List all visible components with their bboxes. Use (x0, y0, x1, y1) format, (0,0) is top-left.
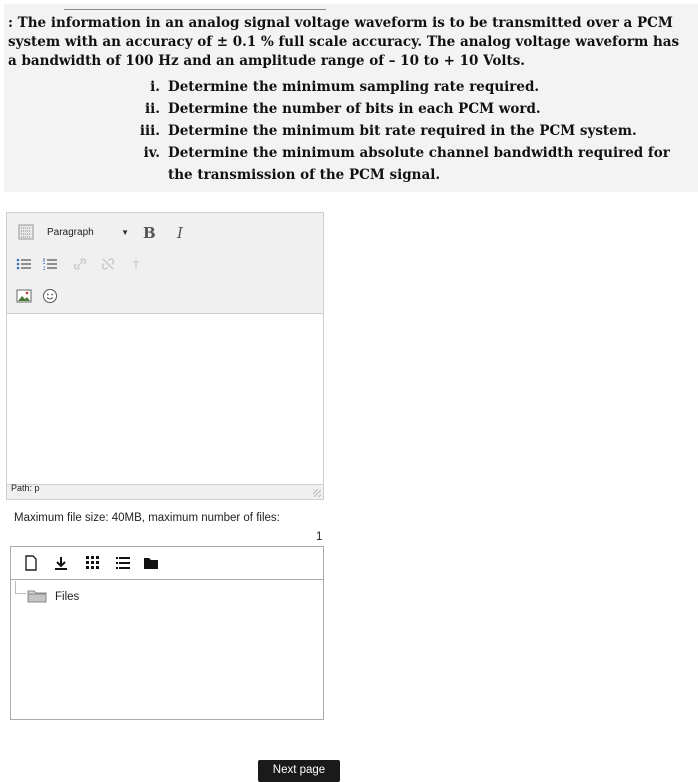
resize-handle-icon[interactable] (313, 489, 321, 497)
item-text: Determine the minimum absolute channel bandwidth required for (168, 145, 670, 161)
item-number: i. (150, 79, 160, 95)
max-file-count: 1 (316, 531, 323, 543)
grid-view-icon[interactable] (85, 555, 101, 571)
max-file-info: Maximum file size: 40MB, maximum number of files: (14, 512, 280, 524)
anchor-icon[interactable] (127, 255, 145, 273)
question-item (130, 98, 541, 120)
answer-text-area[interactable] (7, 313, 323, 485)
question-item (130, 142, 670, 186)
chevron-down-icon: ▼ (121, 228, 129, 237)
question-item (130, 76, 539, 98)
unlink-icon[interactable] (99, 255, 117, 273)
paragraph-format-select[interactable] (47, 223, 131, 243)
list-view-icon[interactable] (115, 555, 131, 571)
item-text: Determine the number of bits in each PCM word. (168, 101, 541, 117)
paragraph-format-value: Paragraph (47, 227, 94, 238)
emoticon-icon[interactable] (41, 287, 59, 305)
item-number: ii. (145, 101, 160, 117)
folder-icon[interactable] (27, 589, 47, 603)
editor-path: Path: p (11, 483, 40, 493)
download-icon[interactable] (53, 555, 69, 571)
item-text: Determine the minimum bit rate required in the PCM system. (168, 123, 637, 139)
folder-view-icon[interactable] (143, 555, 159, 571)
bold-button[interactable]: B (143, 224, 156, 242)
add-file-icon[interactable] (23, 555, 39, 571)
editor-toolbar-row-2 (7, 249, 323, 279)
unordered-list-icon[interactable] (15, 255, 33, 273)
question-line: system with an accuracy of ± 0.1 % full scale accuracy. The analog voltage waveform has (8, 34, 680, 50)
next-page-button[interactable]: Next page (258, 760, 340, 782)
item-number: iii. (139, 123, 160, 139)
ordered-list-icon[interactable] (41, 255, 59, 273)
question-line: a bandwidth of 100 Hz and an amplitude range of – 10 to + 10 Volts. (8, 53, 526, 69)
item-text-continued: the transmission of the PCM signal. (168, 167, 441, 183)
files-folder-label[interactable]: Files (55, 591, 80, 603)
item-text: Determine the minimum sampling rate required. (168, 79, 540, 95)
question-divider (64, 9, 326, 10)
kitchen-sink-icon[interactable] (17, 223, 35, 241)
editor-toolbar-row-3 (7, 281, 323, 311)
answer-editor (6, 212, 324, 500)
image-icon[interactable] (15, 287, 33, 305)
link-icon[interactable] (71, 255, 89, 273)
question-item (130, 120, 637, 142)
question-panel (4, 4, 698, 192)
italic-button[interactable]: I (177, 224, 183, 242)
editor-toolbar-row-1 (7, 217, 323, 247)
question-line: : The information in an analog signal voltage waveform is to be transmitted over a PCM (8, 15, 673, 31)
tree-connector (15, 581, 26, 594)
file-picker (10, 546, 324, 720)
file-picker-toolbar (11, 547, 323, 580)
question-text (8, 14, 696, 71)
item-number: iv. (143, 145, 160, 161)
